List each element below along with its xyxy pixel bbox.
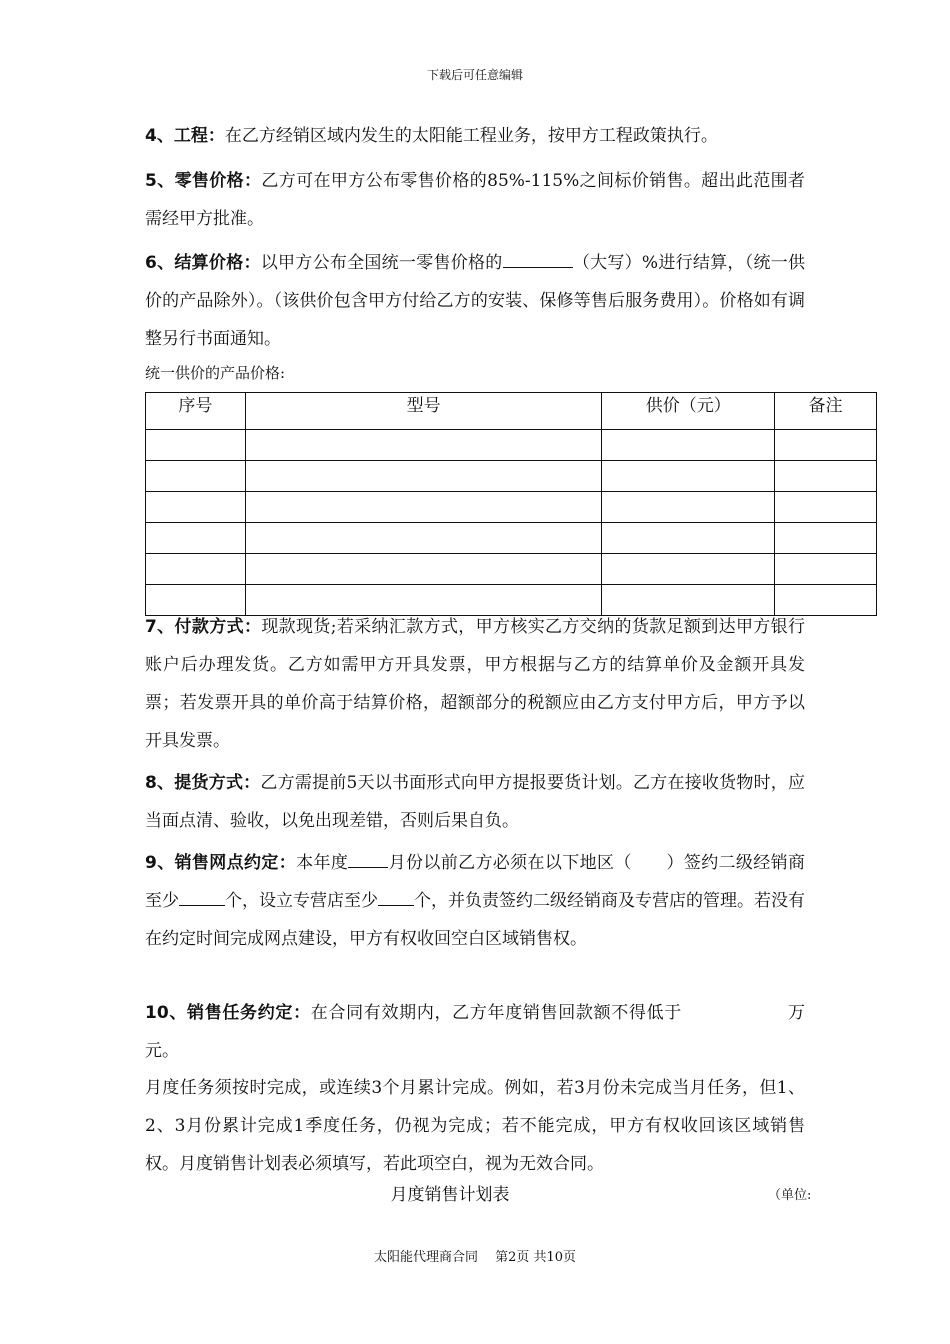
table-row: [146, 430, 877, 461]
clause-colon: ：: [207, 126, 225, 146]
table-cell[interactable]: [245, 523, 601, 554]
fill-blank[interactable]: [179, 888, 225, 906]
clause-title: 销售网点约定: [174, 853, 279, 873]
clause-title: 付款方式: [174, 617, 244, 637]
page-header: 下载后可任意编辑: [426, 68, 523, 82]
table-cell[interactable]: [146, 461, 246, 492]
table-cell[interactable]: [775, 461, 877, 492]
clause-title: 结算价格: [174, 253, 244, 273]
clause-title: 销售任务约定: [187, 1003, 294, 1023]
header-price: 供价（元）: [602, 393, 775, 430]
fill-blank[interactable]: [378, 888, 414, 906]
table-cell[interactable]: [146, 492, 246, 523]
clause-text: 乙方需提前5天以书面形式向甲方提报要货计划。乙方在接收货物时，应当面点清、验收，以免出现差错，否则后果自负。: [145, 773, 806, 831]
fill-blank[interactable]: [503, 250, 573, 268]
table-cell[interactable]: [146, 554, 246, 585]
table-row: [146, 523, 877, 554]
clause-4: [145, 117, 805, 155]
clause-number: 5、: [145, 171, 175, 191]
table-cell[interactable]: [775, 430, 877, 461]
page-footer: 太阳能代理商合同 第2页 共10页: [373, 1250, 577, 1265]
clause-10: [145, 994, 805, 1070]
clause-number: 6、: [145, 253, 175, 273]
clause-title: 零售价格: [174, 171, 245, 191]
table-cell[interactable]: [775, 523, 877, 554]
table-cell[interactable]: [602, 523, 775, 554]
clause-number: 9、: [145, 853, 175, 873]
clause-colon: ：: [243, 617, 262, 637]
clause-text: 月份以前乙方必须在以下地区（ ）签约二级经销商至少: [145, 853, 806, 911]
clause-number: 4、: [145, 126, 174, 146]
table-cell[interactable]: [146, 523, 246, 554]
clause-5: [145, 162, 805, 238]
clause-text: 以甲方公布全国统一零售价格的: [260, 253, 503, 273]
unit-label: （单位:: [768, 1188, 812, 1203]
table-cell[interactable]: [146, 430, 246, 461]
clause-colon: ：: [244, 171, 262, 191]
clause-6: [145, 244, 805, 358]
table-cell[interactable]: [775, 554, 877, 585]
clause-text: 乙方可在甲方公布零售价格的85%-115%之间标价销售。超出此范围者需经甲方批准。: [145, 171, 806, 229]
table-cell[interactable]: [775, 492, 877, 523]
clause-text: 在合同有效期内，乙方年度销售回款额不得低于 万元。: [145, 1003, 806, 1061]
clause-text: （大写）%进行结算，（统一供价的产品除外）。（该供价包含甲方付给乙方的安装、保修等售后服务费用）。价格如有调整另行书面通知。: [145, 253, 806, 349]
clause-text: 本年度: [296, 853, 349, 873]
clause-text: 个，设立专营店至少: [225, 891, 378, 911]
table-row: [146, 492, 877, 523]
table-cell[interactable]: [602, 492, 775, 523]
clause-colon: ：: [243, 773, 261, 793]
header-remark: 备注: [775, 393, 877, 430]
clause-10-detail: 月度任务须按时完成，或连续3个月累计完成。例如，若3月份未完成当月任务，但1、2、3月份累计完成1季度任务，仍视为完成；若不能完成，甲方有权收回该区域销售权。月度销售计划表必须填写，若此项空白，视为无效合同。: [145, 1078, 805, 1174]
header-model: 型号: [245, 393, 601, 430]
table-cell[interactable]: [245, 461, 601, 492]
clause-7: [145, 608, 805, 760]
table-row: [146, 554, 877, 585]
clause-text: 个，并负责签约二级经销商及专营店的管理。若没有在约定时间完成网点建设，甲方有权收回空白区域销售权。: [145, 891, 805, 949]
clause-number: 7、: [145, 617, 175, 637]
clause-text: 在乙方经销区域内发生的太阳能工程业务，按甲方工程政策执行。: [224, 126, 718, 146]
clause-number: 10、: [145, 1003, 188, 1023]
table-header-row: [146, 393, 877, 430]
table-cell[interactable]: [245, 430, 601, 461]
table-cell[interactable]: [602, 430, 775, 461]
price-table-caption: 统一供价的产品价格:: [145, 364, 286, 382]
table-row: [146, 461, 877, 492]
plan-table-title: 月度销售计划表: [390, 1185, 510, 1205]
clause-title: 工程: [173, 126, 208, 146]
header-seq: 序号: [146, 393, 246, 430]
table-cell[interactable]: [245, 492, 601, 523]
clause-text: 现款现货;若采纳汇款方式，甲方核实乙方交纳的货款足额到达甲方银行账户后办理发货。乙方如需甲方开具发票，甲方根据与乙方的结算单价及金额开具发票；若发票开具的单价高于结算价格，超额部分的税额应由乙方支付甲方后，甲方予以开具发票。: [145, 617, 806, 751]
clause-colon: ：: [278, 853, 297, 873]
table-cell[interactable]: [602, 554, 775, 585]
fill-blank[interactable]: [348, 850, 388, 868]
clause-colon: ：: [293, 1003, 311, 1023]
clause-8: [145, 764, 805, 840]
table-cell[interactable]: [602, 461, 775, 492]
price-table: [145, 392, 877, 616]
clause-9: [145, 844, 805, 958]
clause-colon: ：: [243, 253, 261, 273]
clause-number: 8、: [145, 773, 175, 793]
table-cell[interactable]: [245, 554, 601, 585]
clause-title: 提货方式: [174, 773, 244, 793]
